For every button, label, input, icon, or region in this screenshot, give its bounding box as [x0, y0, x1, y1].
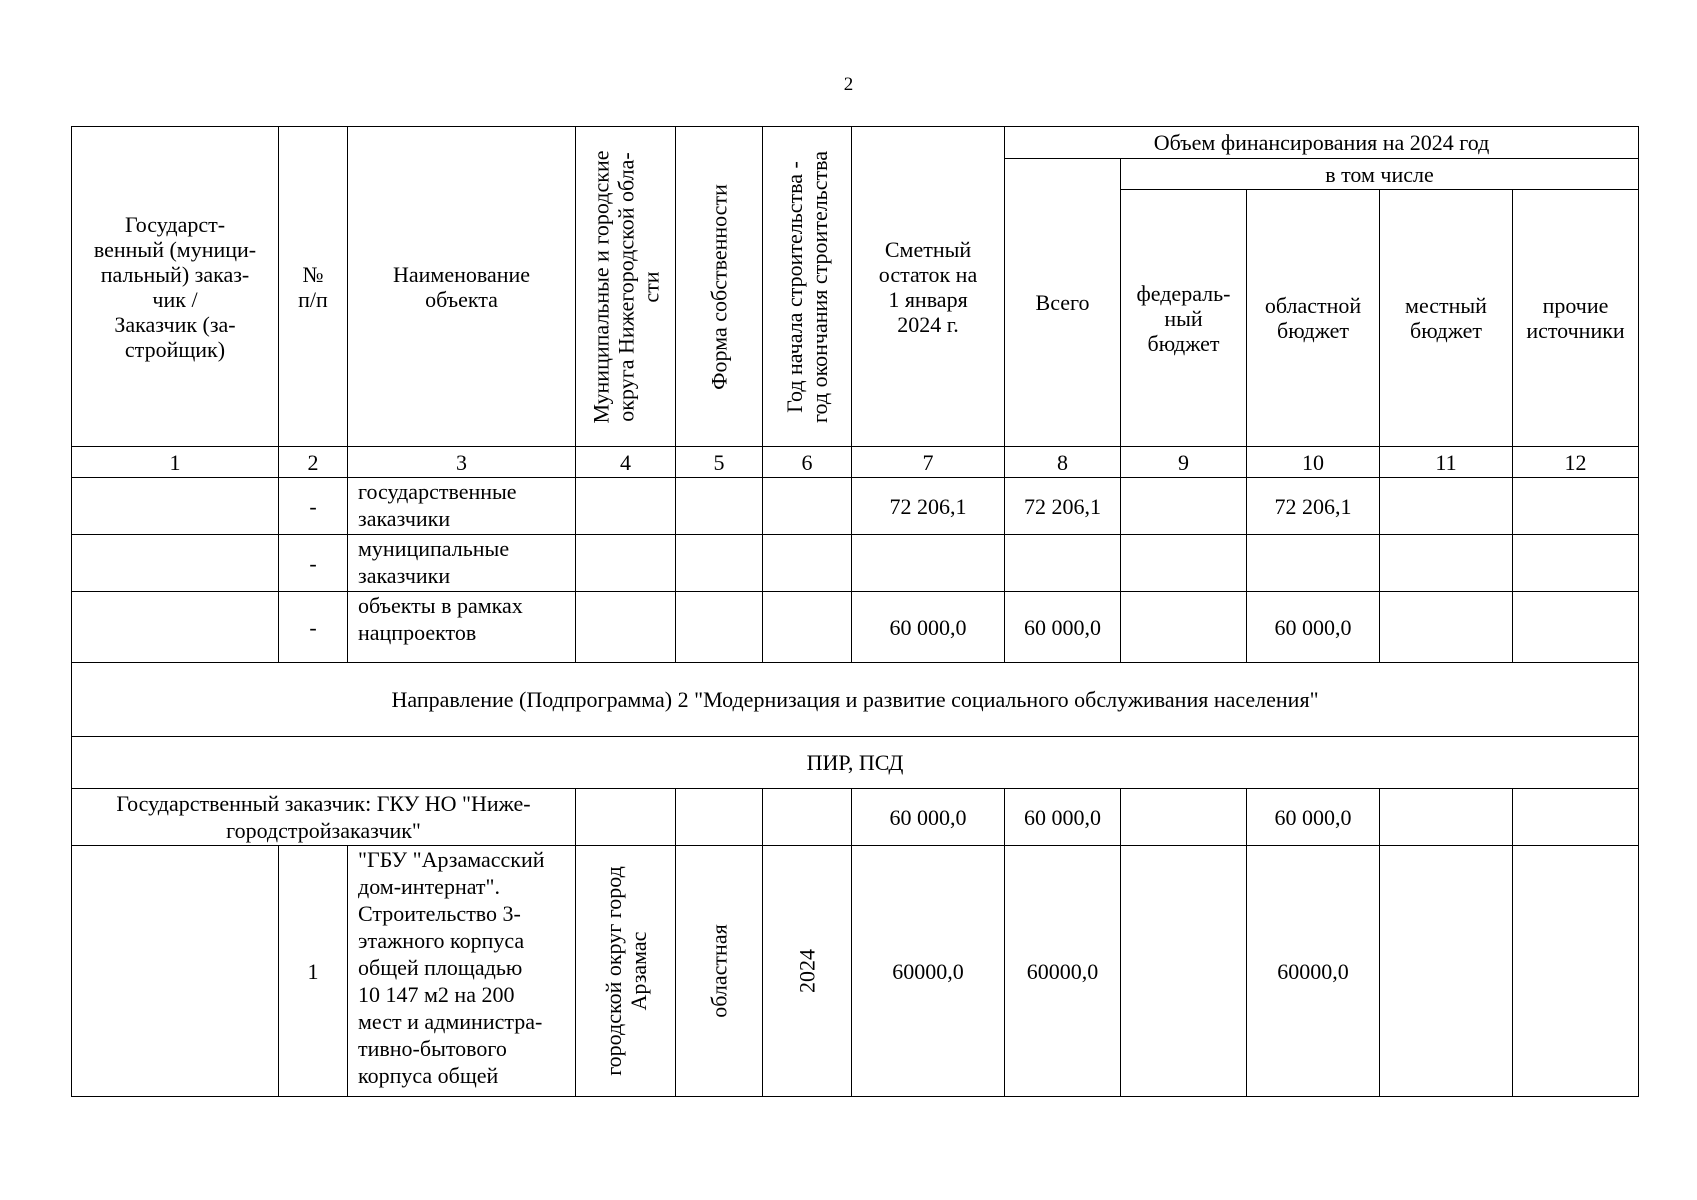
- row-name: муниципальные заказчики: [348, 535, 576, 592]
- header-regional: областной бюджет: [1247, 190, 1380, 447]
- col-num-10: 10: [1247, 447, 1380, 478]
- row-estimate: 72 206,1: [852, 478, 1005, 535]
- col-num-6: 6: [763, 447, 852, 478]
- customer-label: Государственный заказчик: ГКУ НО "Ниже- городстройзаказчик": [72, 789, 576, 846]
- row-local: [1380, 478, 1513, 535]
- object-name: "ГБУ "Арзамасский дом-интернат". Строительство 3- этажного корпуса общей площадью 10 147 м2 на 200 мест и администра- тивно-бытового корпуса общей: [348, 846, 576, 1097]
- row-customer-cell: [72, 478, 279, 535]
- row-num: -: [279, 535, 348, 592]
- row-regional: 72 206,1: [1247, 478, 1380, 535]
- header-municipal: Муниципальные и городские округа Нижегородской обла- сти: [576, 127, 676, 447]
- header-local: местный бюджет: [1380, 190, 1513, 447]
- col-num-12: 12: [1513, 447, 1639, 478]
- row-customer-cell: [72, 535, 279, 592]
- table-row: [72, 535, 1639, 592]
- header-object-name: Наименование объекта: [348, 127, 576, 447]
- row-regional: 60 000,0: [1247, 592, 1380, 663]
- col-num-11: 11: [1380, 447, 1513, 478]
- customer-other: [1513, 789, 1639, 846]
- row-customer-cell: [72, 592, 279, 663]
- customer-ownership: [676, 789, 763, 846]
- row-municipal: [576, 592, 676, 663]
- object-years: 2024: [763, 846, 852, 1097]
- row-ownership: [676, 478, 763, 535]
- column-numbers-row: [72, 447, 1639, 478]
- object-federal: [1121, 846, 1247, 1097]
- customer-row: [72, 789, 1639, 846]
- financing-table: [71, 126, 1639, 1097]
- col-num-9: 9: [1121, 447, 1247, 478]
- row-total: 72 206,1: [1005, 478, 1121, 535]
- customer-total: 60 000,0: [1005, 789, 1121, 846]
- object-municipal: городской округ город Арзамас: [576, 846, 676, 1097]
- row-ownership: [676, 592, 763, 663]
- col-num-7: 7: [852, 447, 1005, 478]
- row-ownership: [676, 535, 763, 592]
- customer-municipal: [576, 789, 676, 846]
- row-name: государственные заказчики: [348, 478, 576, 535]
- col-num-2: 2: [279, 447, 348, 478]
- row-regional: [1247, 535, 1380, 592]
- col-num-4: 4: [576, 447, 676, 478]
- header-funding-title: Объем финансирования на 2024 год: [1005, 127, 1639, 159]
- subsection-title: ПИР, ПСД: [72, 737, 1639, 789]
- row-years: [763, 535, 852, 592]
- row-other: [1513, 478, 1639, 535]
- col-num-1: 1: [72, 447, 279, 478]
- customer-estimate: 60 000,0: [852, 789, 1005, 846]
- header-customer: Государст- венный (муници- пальный) заказ- чик / Заказчик (за- стройщик): [72, 127, 279, 447]
- row-federal: [1121, 478, 1247, 535]
- row-num: -: [279, 592, 348, 663]
- header-including: в том числе: [1121, 159, 1639, 190]
- object-local: [1380, 846, 1513, 1097]
- section-title: Направление (Подпрограмма) 2 "Модернизация и развитие социального обслуживания населения": [72, 663, 1639, 737]
- object-customer-cell: [72, 846, 279, 1097]
- row-name: объекты в рамках нацпроектов: [348, 592, 576, 663]
- header-total: Всего: [1005, 159, 1121, 447]
- header-ownership: Форма собственности: [676, 127, 763, 447]
- row-federal: [1121, 535, 1247, 592]
- object-total: 60000,0: [1005, 846, 1121, 1097]
- row-estimate: 60 000,0: [852, 592, 1005, 663]
- row-num: -: [279, 478, 348, 535]
- row-other: [1513, 592, 1639, 663]
- row-federal: [1121, 592, 1247, 663]
- object-other: [1513, 846, 1639, 1097]
- table-row: [72, 478, 1639, 535]
- header-years: Год начала строительства - год окончания строительства: [763, 127, 852, 447]
- row-total: [1005, 535, 1121, 592]
- customer-local: [1380, 789, 1513, 846]
- row-local: [1380, 592, 1513, 663]
- col-num-5: 5: [676, 447, 763, 478]
- object-regional: 60000,0: [1247, 846, 1380, 1097]
- page-number: 2: [843, 74, 854, 95]
- row-other: [1513, 535, 1639, 592]
- row-total: 60 000,0: [1005, 592, 1121, 663]
- object-num: 1: [279, 846, 348, 1097]
- col-num-8: 8: [1005, 447, 1121, 478]
- row-local: [1380, 535, 1513, 592]
- table-row: [72, 592, 1639, 663]
- row-municipal: [576, 535, 676, 592]
- customer-years: [763, 789, 852, 846]
- row-years: [763, 592, 852, 663]
- header-num: № п/п: [279, 127, 348, 447]
- header-federal: федераль- ный бюджет: [1121, 190, 1247, 447]
- header-estimate: Сметный остаток на 1 января 2024 г.: [852, 127, 1005, 447]
- customer-regional: 60 000,0: [1247, 789, 1380, 846]
- header-other: прочие источники: [1513, 190, 1639, 447]
- row-municipal: [576, 478, 676, 535]
- customer-federal: [1121, 789, 1247, 846]
- object-row: [72, 846, 1639, 1097]
- col-num-3: 3: [348, 447, 576, 478]
- row-years: [763, 478, 852, 535]
- object-estimate: 60000,0: [852, 846, 1005, 1097]
- row-estimate: [852, 535, 1005, 592]
- object-ownership: областная: [676, 846, 763, 1097]
